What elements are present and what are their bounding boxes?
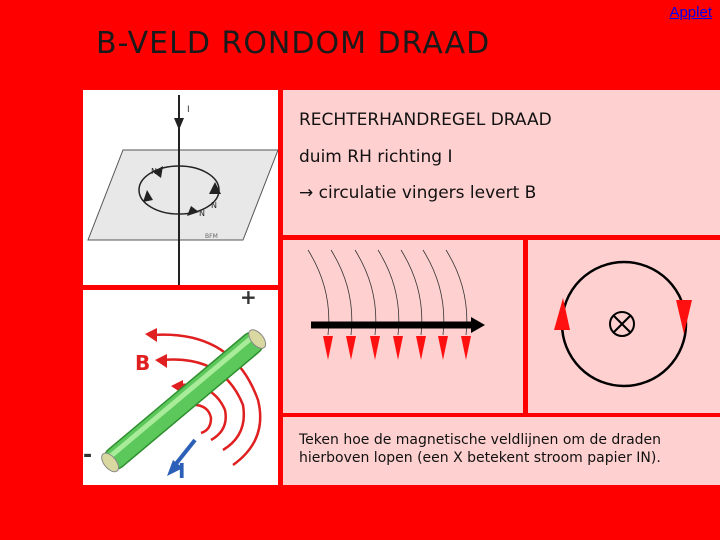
pole-label-1: N [151, 167, 157, 176]
rule-panel [283, 90, 720, 235]
wire-plane-figure [83, 90, 278, 285]
wire-field-figure [83, 290, 278, 485]
field-label-b: B [135, 351, 151, 375]
pole-label-2: N [211, 201, 217, 210]
current-label-top: I [187, 105, 190, 115]
pole-label-3: N [199, 209, 205, 218]
rule-thumb-line: duim RH richting I [299, 147, 453, 167]
minus-label: - [83, 443, 93, 468]
figure-credit: BFM [205, 233, 218, 240]
instruction-text: Teken hoe de magnetische veldlijnen om de draden hierboven lopen (een X betekent stroom papier IN). [299, 432, 662, 466]
rule-heading: RECHTERHANDREGEL DRAAD [299, 110, 552, 130]
applet-link[interactable]: Applet [669, 4, 712, 21]
wire-into-page-panel[interactable] [528, 240, 720, 413]
plus-label: + [240, 290, 257, 309]
horizontal-wire-panel[interactable] [283, 240, 523, 413]
current-label-i: I [178, 459, 186, 483]
page-title: B-VELD RONDOM DRAAD [96, 26, 491, 61]
instruction-panel [283, 417, 720, 485]
rule-fingers-line: → circulatie vingers levert B [299, 183, 537, 203]
